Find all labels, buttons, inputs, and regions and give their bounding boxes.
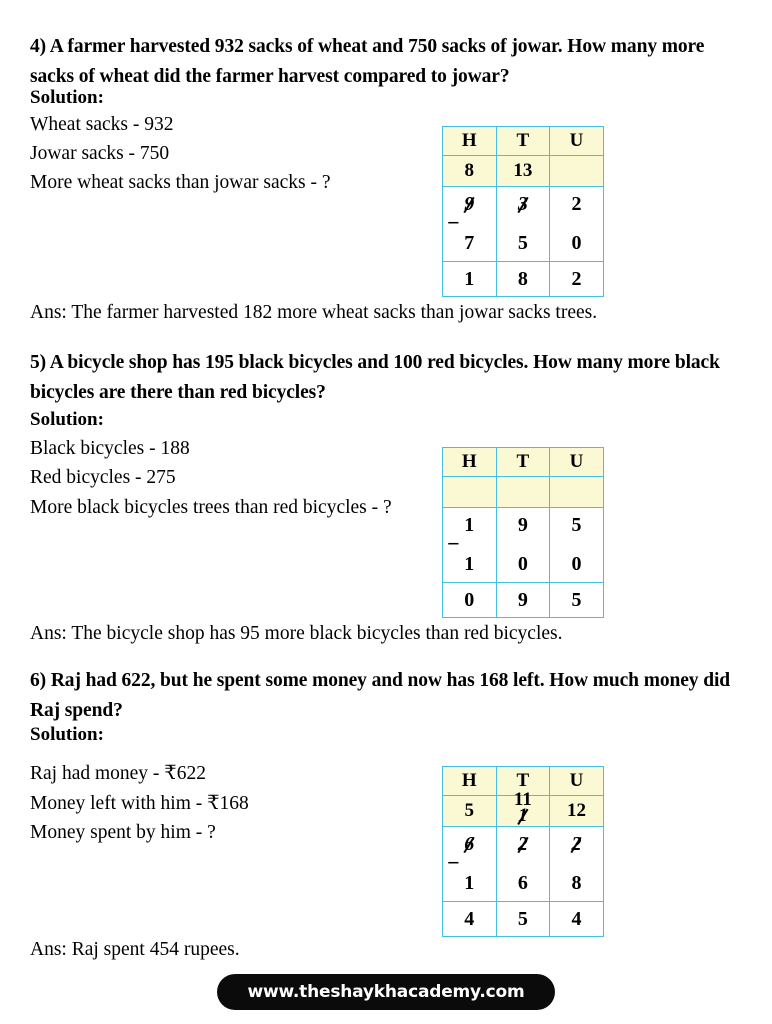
answer-line-5: Ans: The bicycle shop has 95 more black bicycles than red bicycles. (30, 623, 563, 644)
subtrahend-digit-h: 1 (464, 872, 475, 894)
question-text-5: 5) A bicycle shop has 195 black bicycles and 100 red bicycles. How many more black bicycles are there than red bicycles? (30, 352, 720, 403)
table-header-row (443, 448, 604, 477)
borrow-cell-t (496, 789, 550, 827)
table-header-row (443, 127, 604, 156)
result-digit-t: 9 (496, 583, 550, 618)
minuend-digit-u: 5 (571, 514, 582, 536)
column-header-u: U (550, 127, 604, 156)
work-cell-t (496, 827, 550, 902)
work-cell-h (443, 827, 497, 902)
borrow-cell-t: 13 (496, 156, 550, 187)
given-line-4-2: More wheat sacks than jowar sacks - ? (30, 172, 331, 193)
borrow-cell-h: 5 (443, 796, 497, 827)
table-borrow-row (443, 477, 604, 508)
borrow-cell-u (550, 156, 604, 187)
solution-label-4: Solution: (30, 87, 104, 108)
minuend-digit-u: 2 (571, 193, 582, 215)
work-cell-u (550, 827, 604, 902)
subtrahend-digit-u: 8 (571, 872, 582, 894)
website-badge[interactable] (217, 974, 555, 1010)
minus-operator: − (447, 530, 460, 556)
table-work-row (443, 827, 604, 902)
column-header-t: T (496, 448, 550, 477)
column-header-h: H (443, 448, 497, 477)
minuend-digit-t: 3 (517, 193, 528, 215)
result-digit-t: 5 (496, 902, 550, 937)
borrow-above-t: 11 (513, 789, 532, 810)
minuend-digit-h: 9 (464, 193, 475, 215)
subtraction-table-6 (442, 766, 604, 937)
given-line-5-1: Red bicycles - 275 (30, 467, 176, 488)
minuend-digit-h: 6 (464, 833, 475, 855)
table-result-row (443, 583, 604, 618)
borrow-stack-t (497, 789, 550, 826)
result-digit-h: 0 (443, 583, 497, 618)
borrow-cell-t (496, 477, 550, 508)
answer-line-4: Ans: The farmer harvested 182 more wheat sacks than jowar sacks trees. (30, 302, 598, 323)
column-header-t: T (496, 767, 550, 796)
given-line-6-2: Money spent by him - ? (30, 822, 216, 843)
work-cell-h (443, 508, 497, 583)
column-header-u: U (550, 767, 604, 796)
column-header-h: H (443, 767, 497, 796)
work-cell-t (496, 508, 550, 583)
table-borrow-row (443, 156, 604, 187)
minuend-digit-t: 9 (517, 514, 528, 536)
column-header-h: H (443, 127, 497, 156)
result-digit-u: 4 (550, 902, 604, 937)
column-header-t: T (496, 127, 550, 156)
work-cell-h (443, 187, 497, 262)
question-text-4: 4) A farmer harvested 932 sacks of wheat and 750 sacks of jowar. How many more sacks of wheat did the farmer harvest compared to jowar? (30, 36, 705, 87)
borrow-below-t: 1 (518, 805, 528, 826)
work-cell-u (550, 187, 604, 262)
given-line-6-1: Money left with him - ₹168 (30, 793, 249, 814)
subtrahend-digit-t: 5 (517, 232, 528, 254)
result-digit-u: 5 (550, 583, 604, 618)
result-digit-h: 4 (443, 902, 497, 937)
question-text-6: 6) Raj had 622, but he spent some money and now has 168 left. How much money did Raj spend? (30, 670, 731, 721)
given-line-4-0: Wheat sacks - 932 (30, 114, 174, 135)
subtrahend-digit-h: 7 (464, 232, 475, 254)
table-borrow-row (443, 796, 604, 827)
work-cell-u (550, 508, 604, 583)
table-result-row (443, 902, 604, 937)
subtrahend-digit-t: 6 (517, 872, 528, 894)
subtrahend-digit-u: 0 (571, 232, 582, 254)
minuend-digit-h: 1 (464, 514, 475, 536)
borrow-cell-u (550, 477, 604, 508)
website-url-text: www.theshaykhacademy.com (247, 982, 525, 1002)
minus-operator: − (447, 849, 460, 875)
work-cell-t (496, 187, 550, 262)
borrow-cell-h (443, 477, 497, 508)
answer-line-6: Ans: Raj spent 454 rupees. (30, 939, 240, 960)
table-result-row (443, 262, 604, 297)
subtrahend-digit-u: 0 (571, 553, 582, 575)
borrow-cell-h: 8 (443, 156, 497, 187)
result-digit-h: 1 (443, 262, 497, 297)
table-work-row (443, 508, 604, 583)
table-work-row (443, 187, 604, 262)
solution-label-6: Solution: (30, 724, 104, 745)
minuend-digit-t: 2 (517, 833, 528, 855)
minuend-digit-u: 2 (571, 833, 582, 855)
given-line-4-1: Jowar sacks - 750 (30, 143, 170, 164)
result-digit-u: 2 (550, 262, 604, 297)
given-line-6-0: Raj had money - ₹622 (30, 763, 206, 784)
subtrahend-digit-h: 1 (464, 553, 475, 575)
solution-label-5: Solution: (30, 409, 104, 430)
result-digit-t: 8 (496, 262, 550, 297)
subtraction-table-5 (442, 447, 604, 618)
column-header-u: U (550, 448, 604, 477)
subtrahend-digit-t: 0 (517, 553, 528, 575)
minus-operator: − (447, 209, 460, 235)
given-line-5-2: More black bicycles trees than red bicycles - ? (30, 497, 392, 518)
given-line-5-0: Black bicycles - 188 (30, 438, 190, 459)
subtraction-table-4 (442, 126, 604, 297)
borrow-cell-u: 12 (550, 796, 604, 827)
